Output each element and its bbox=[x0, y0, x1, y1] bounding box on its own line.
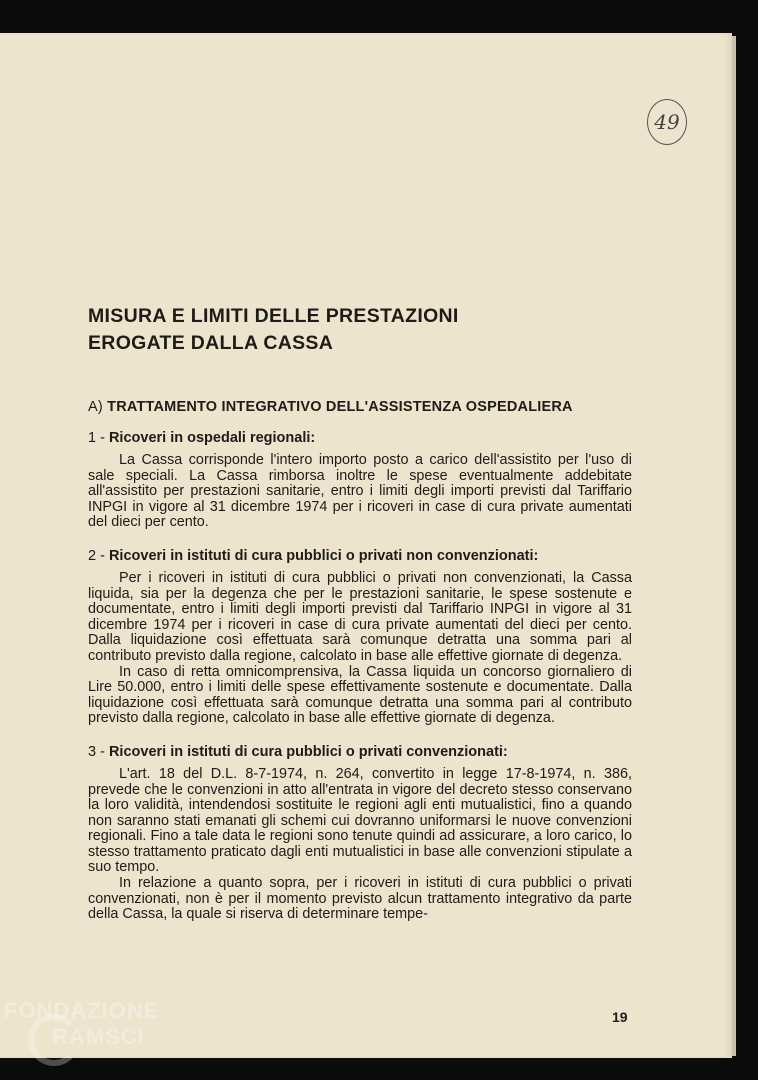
subsection-title: Ricoveri in istituti di cura pubblici o privati convenzionati: bbox=[108, 743, 508, 760]
handwritten-page-number: 49 bbox=[647, 99, 687, 145]
page-number: 19 bbox=[612, 1009, 628, 1025]
subsection-title: Ricoveri in istituti di cura pubblici o privati non convenzionati: bbox=[108, 547, 539, 564]
section-heading bbox=[88, 399, 632, 415]
paragraph: In caso di retta omnicomprensiva, la Cassa liquida un concorso giornaliero di Lire 50.000, entro i limiti delle spese effettivamente sostenute e documentate. Dalla liquidazione così effettuata sarà comunque detratta una somma pari al contributo previsto dalla regione, calcolato in base alle effettive giornate di degenza. bbox=[88, 663, 632, 727]
paragraph: L'art. 18 del D.L. 8-7-1974, n. 264, convertito in legge 17-8-1974, n. 386, prevede che le convenzioni in atto all'entrata in vigore del decreto stesso conservano la loro validità, intendendosi sostituite le regioni agli enti mutualistici, fino a quando non saranno stati emanati gli schemi cui dovranno uniformarsi le nuove convenzioni regionali. Fino a tale data le regioni sono tenute quindi ad assicurare, a loro carico, lo stesso trattamento praticato dagli enti mutualistici in base alle convenzioni stipulate a suo tempo. bbox=[88, 765, 632, 876]
subsection-heading bbox=[88, 430, 632, 446]
main-title bbox=[88, 303, 632, 357]
subsection-heading bbox=[88, 548, 632, 564]
paragraph: La Cassa corrisponde l'intero importo posto a carico dell'assistito per l'uso di sale speciali. La Cassa rimborsa inoltre le spese eventualmente addebitate all'assistito per prestazioni sanitarie, entro i limiti degli importi previsti dal Tariffario INPGI in vigore al 31 dicembre 1974 per i ricoveri in case di cura private aumentati del dieci per cento. bbox=[88, 452, 632, 531]
subsection-number: 3 - bbox=[88, 743, 105, 760]
subsection-number: 1 - bbox=[88, 430, 105, 446]
subsection-1 bbox=[88, 430, 632, 531]
paragraph: Per i ricoveri in istituti di cura pubblici o privati non convenzionati, la Cassa liquida, sia per la degenza che per le prestazioni sanitarie, le spese sostenute e documentate, entro i limiti degli importi previsti dal Tariffario INPGI in vigore al 31 dicembre 1974 per i ricoveri in case di cura private aumentati del dieci per cento. Dalla liquidazione così effettuata sarà comunque detratta una somma pari al contributo previsto dalla regione, calcolato in base alle effettive giornate di degenza. bbox=[88, 569, 632, 664]
watermark-line-1: FONDAZIONE bbox=[4, 998, 160, 1023]
watermark-logo bbox=[4, 992, 204, 1072]
subsection-title: Ricoveri in ospedali regionali: bbox=[108, 430, 316, 446]
page-content bbox=[88, 303, 632, 940]
subsection-2 bbox=[88, 548, 632, 727]
subsection-3 bbox=[88, 744, 632, 923]
subsection-number: 2 - bbox=[88, 547, 105, 564]
section-title: TRATTAMENTO INTEGRATIVO DELL'ASSISTENZA OSPEDALIERA bbox=[107, 399, 573, 415]
page-edge bbox=[732, 36, 736, 1056]
section-letter: A) bbox=[88, 399, 103, 415]
document-page bbox=[0, 33, 732, 1058]
paragraph: In relazione a quanto sopra, per i ricoveri in istituti di cura pubblici o privati convenzionati, non è per il momento previsto alcun trattamento integrativo da parte della Cassa, la quale si riserva di determinare tempe- bbox=[88, 875, 632, 923]
title-line-1: MISURA E LIMITI DELLE PRESTAZIONI bbox=[88, 305, 459, 327]
title-line-2: EROGATE DALLA CASSA bbox=[88, 332, 334, 354]
subsection-heading bbox=[88, 744, 632, 760]
watermark-line-2: RAMSCI bbox=[52, 1024, 145, 1049]
